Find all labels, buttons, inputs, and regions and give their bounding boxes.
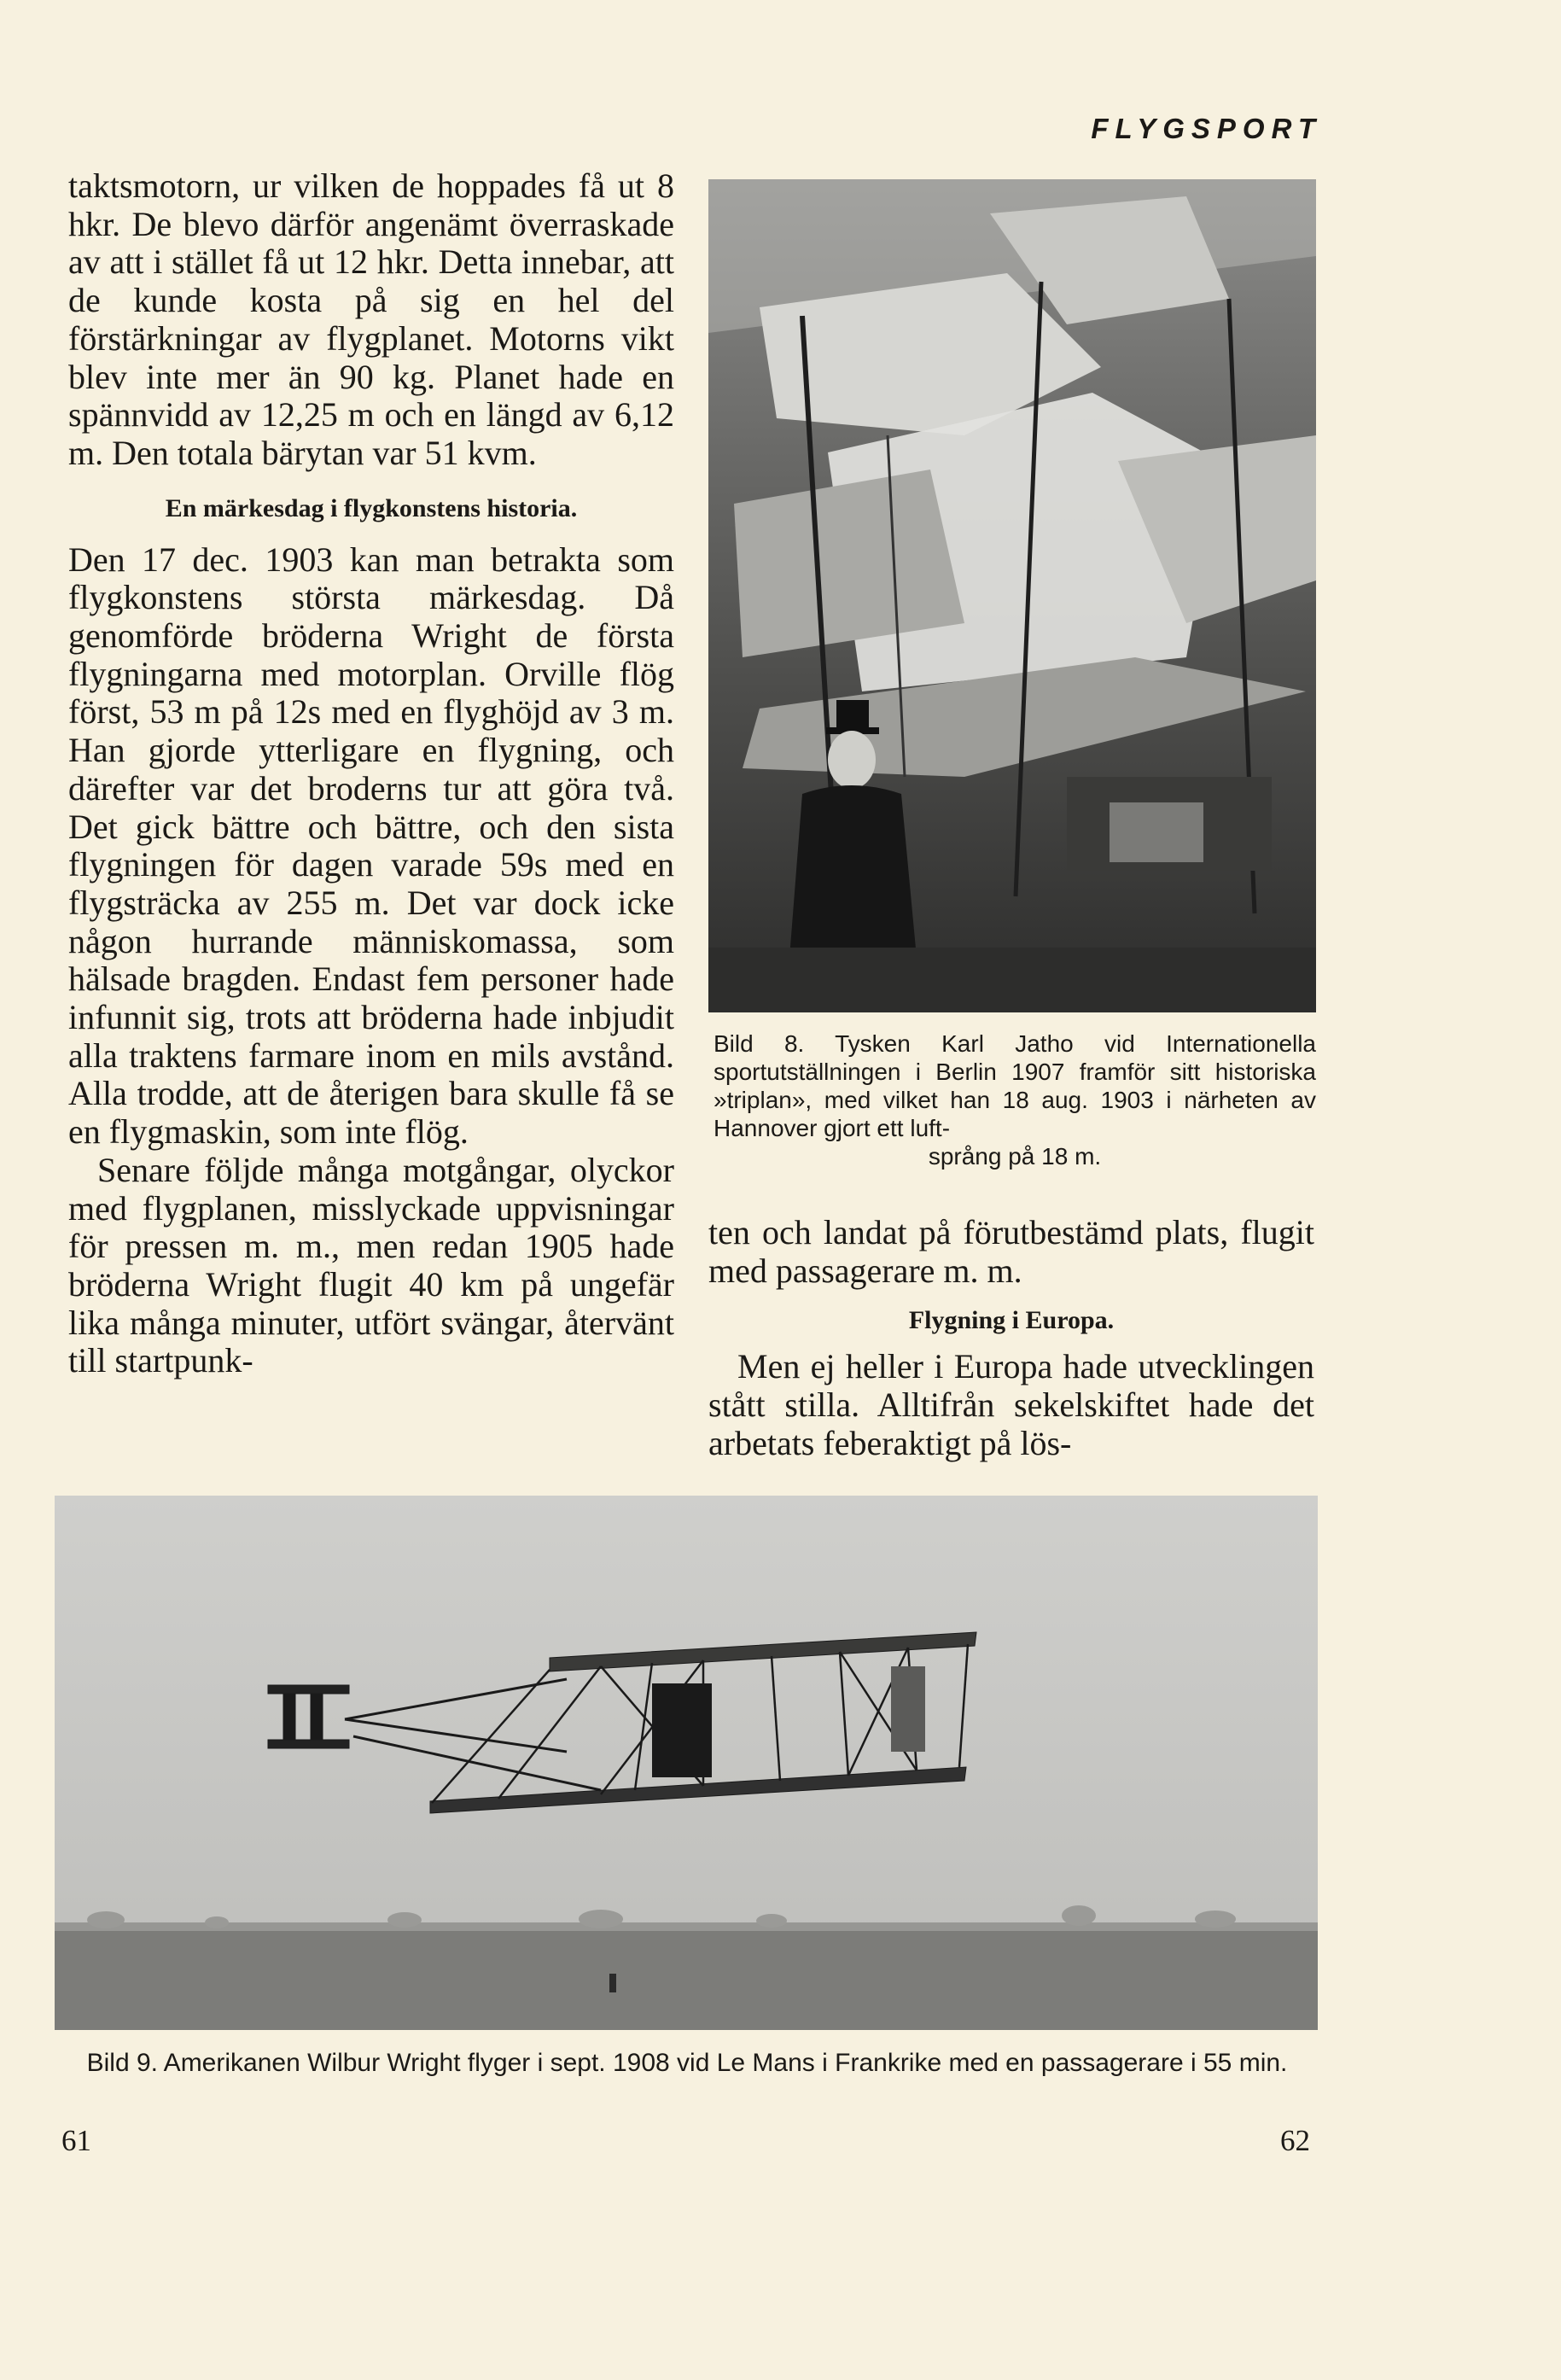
page-number-right: 62 <box>1280 2124 1310 2157</box>
page-number-left: 61 <box>61 2124 91 2157</box>
photo-wright-flyer <box>55 1496 1318 2030</box>
left-text-column <box>68 167 674 1380</box>
triplane-exhibition-picture <box>708 179 1316 1012</box>
paragraph: taktsmotorn, ur vilken de hoppades få ut 8 hkr. De blevo därför angenämt överraskade av att i stället få ut 12 hkr. Detta innebar, att de kunde kosta på sig en hel del förstärkningar av flygplanet. Motorns vikt blev inte mer än 90 kg. Planet hade en spännvidd av 12,25 m och en längd av 6,12 m. Den totala bärytan var 51 kvm. <box>68 166 674 472</box>
right-text-column <box>708 1214 1314 1463</box>
paragraph: Den 17 dec. 1903 kan man betrakta som flygkonstens största märkesdag. Då genomförde bröderna Wright de första flygningarna med motorplan. Orville flög först, 53 m på 12s med en flyghöjd av 3 m. Han gjorde ytterligare en flygning, och därefter var det broderns tur att göra två. Det gick bättre och bättre, och den sista flygningen för dagen varade 59s med en flygsträcka av 255 m. Det var dock icke någon hurrande människomassa, som hälsade bragden. Endast fem personer hade infunnit sig, trots att bröderna hade inbjudit alla traktens farmare inom en mils avstånd. Alla trodde, att de återigen bara skulle få se en flygmaskin, som inte flög. <box>68 540 674 1152</box>
figure8-caption-main: Bild 8. Tysken Karl Jatho vid Internationella sportutställningen i Berlin 1907 framför sitt historiska »triplan», med vilket han 18 aug. 1903 i närheten av Hannover gjort ett luft- <box>714 1030 1316 1141</box>
paragraph: ten och landat på förutbestämd plats, flugit med passagerare m. m. <box>708 1213 1314 1290</box>
paragraph: Senare följde många motgångar, olyckor med flygplanen, misslyckade uppvisningar för pressen m. m., men redan 1905 hade bröderna Wright flugit 40 km på ungefär lika många minuter, utfört svängar, återvänt till startpunk- <box>68 1150 674 1380</box>
section-heading: En märkesdag i flygkonstens historia. <box>165 493 578 522</box>
figure9-caption: Bild 9. Amerikanen Wilbur Wright flyger i sept. 1908 vid Le Mans i Frankrike med en passagerare i 55 min. <box>86 2049 1288 2077</box>
figure8-caption <box>714 1030 1316 1170</box>
section-heading: Flygning i Europa. <box>908 1306 1115 1335</box>
running-header: FLYGSPORT <box>1091 113 1322 144</box>
paragraph: Men ej heller i Europa hade utvecklingen stått stilla. Alltifrån sekelskiftet hade det arbetats feberaktigt på lös- <box>708 1347 1314 1462</box>
wright-flyer-picture <box>55 1496 1318 2030</box>
photo-jatho-triplane <box>708 179 1316 1012</box>
figure8-caption-end: språng på 18 m. <box>928 1143 1102 1170</box>
